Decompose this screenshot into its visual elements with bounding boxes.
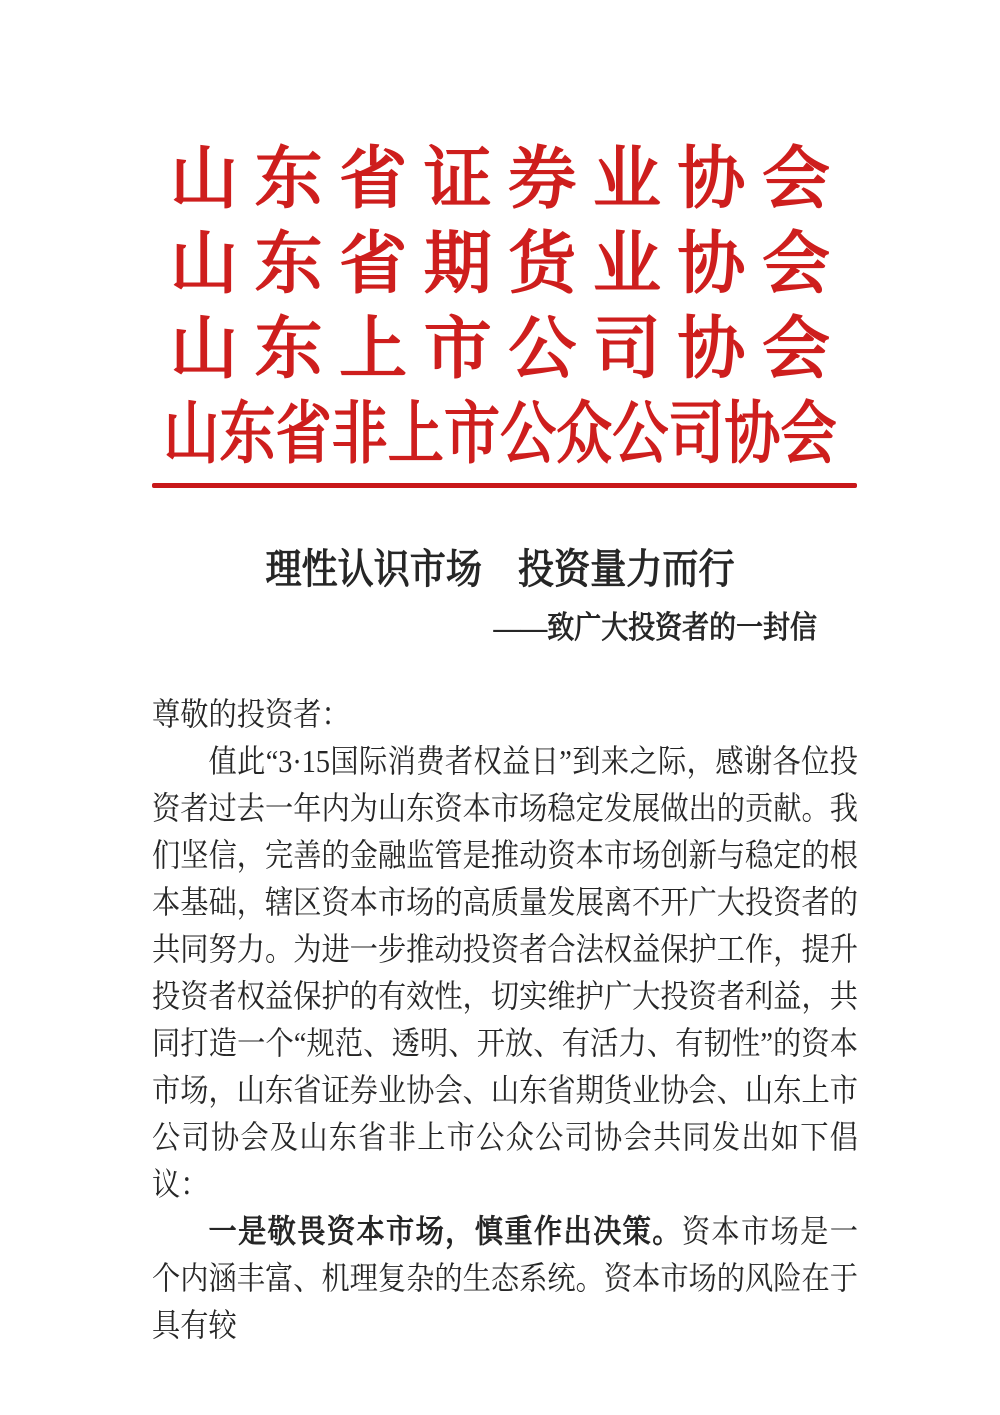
letter-subtitle: ——致广大投资者的一封信 [493,610,817,645]
paragraph-proposal-1 [152,1208,858,1349]
letter-body [152,691,858,1349]
letterhead-line-securities-association: 山 东 省 证 券 业 协 会 [170,141,830,217]
letter-title: 理性认识市场 投资量力而行 [265,546,735,592]
letterhead-line-listed-companies-association: 山 东 上 市 公 司 协 会 [170,311,830,387]
letterhead-line-nonlisted-public-companies-association: 山东省非上市公众公司协会 [163,396,837,472]
letterhead-line-futures-association: 山 东 省 期 货 业 协 会 [170,226,830,302]
letterhead-divider-rule [152,483,857,488]
paragraph-intro: 值此“3·15国际消费者权益日”到来之际，感谢各位投资者过去一年内为山东资本市场稳定发展做出的贡献。我们坚信，完善的金融监管是推动资本市场创新与稳定的根本基础，辖区资本市场的高质量发展离不开广大投资者的共同努力。为进一步推动投资者合法权益保护工作，提升投资者权益保护的有效性，切实维护广大投资者利益，共同打造一个“规范、透明、开放、有活力、有韧性”的资本市场，山东省证券业协会、山东省期货业协会、山东上市公司协会及山东省非上市公众公司协会共同发出如下倡议： [152,743,859,1202]
paragraph-proposal-1-bold-lead: 一是敬畏资本市场，慎重作出决策。 [208,1213,682,1249]
salutation: 尊敬的投资者： [152,696,350,732]
letterhead [0,137,1000,477]
paragraph-proposal-1-continuation: 资本市场是一个内涵丰富、机理复杂的生态系统。资本市场的风险在于具有较 [152,1213,859,1343]
